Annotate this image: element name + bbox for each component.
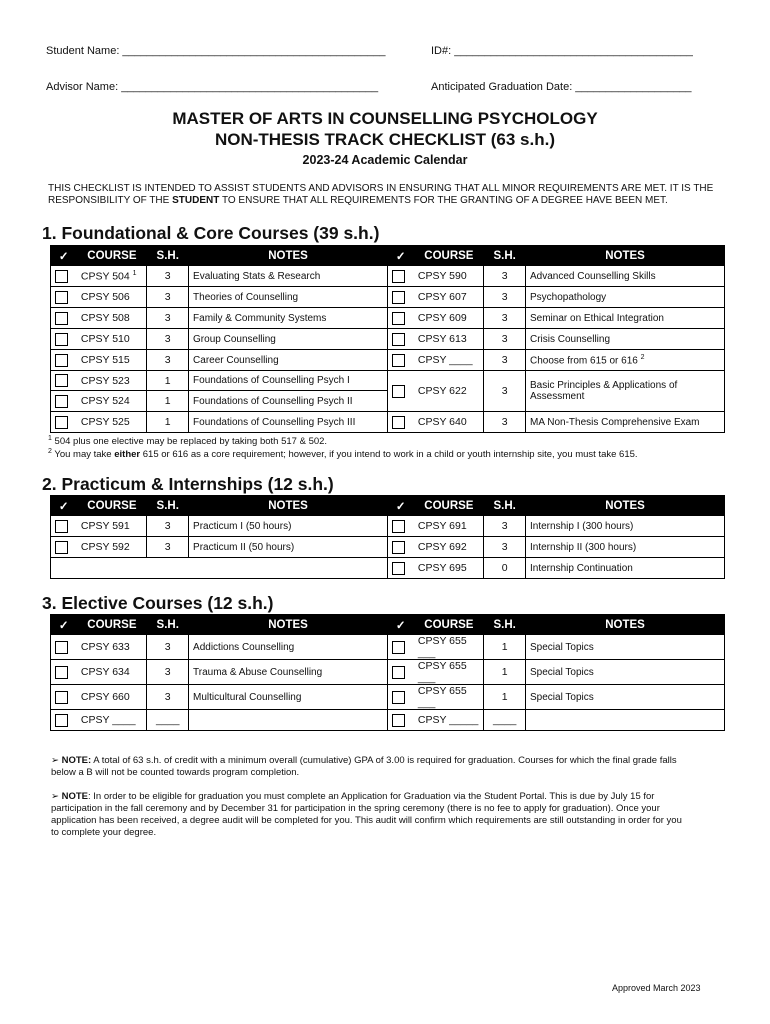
credit-hours: 3	[147, 308, 189, 329]
checkbox-cell	[387, 710, 413, 731]
course-code	[414, 537, 484, 558]
course-checkbox[interactable]	[392, 541, 405, 554]
course-notes	[189, 287, 388, 308]
course-code-text: CPSY 510	[80, 333, 130, 345]
course-code	[414, 266, 484, 287]
course-checkbox[interactable]	[55, 416, 68, 429]
course-code-text: CPSY 591	[80, 520, 130, 532]
course-code-text: CPSY 640	[417, 416, 467, 428]
header-course: COURSE	[414, 246, 484, 266]
header-course: COURSE	[77, 615, 147, 635]
course-code-text: CPSY 622	[417, 385, 467, 397]
course-code-text: CPSY 660	[80, 691, 130, 703]
course-code-text: CPSY 524	[80, 395, 130, 407]
header-sh: S.H.	[484, 246, 526, 266]
footnote-1: $^1$ 504 plus one elective may be replaced by taking both 517 & 502.	[48, 435, 328, 448]
checkbox-cell	[51, 635, 77, 660]
course-notes	[526, 371, 725, 412]
course-code-text: CPSY 692	[417, 541, 467, 553]
course-code-text: CPSY 633	[80, 641, 130, 653]
core-courses-table	[50, 245, 725, 433]
course-code-text: CPSY 613	[417, 333, 467, 345]
course-notes	[189, 308, 388, 329]
checkbox-cell	[51, 266, 77, 287]
header-notes: NOTES	[189, 246, 388, 266]
course-checkbox[interactable]	[392, 312, 405, 325]
checkbox-cell	[51, 308, 77, 329]
credit-hours: 3	[147, 516, 189, 537]
course-code	[414, 635, 484, 660]
course-notes-text: Psychopathology	[530, 291, 607, 303]
table-row	[51, 537, 725, 558]
course-notes-text: Basic Principles & Applications of Assessment	[530, 380, 678, 402]
course-notes-text: Career Counselling	[193, 354, 279, 366]
checkbox-cell	[387, 308, 413, 329]
checkbox-cell	[51, 350, 77, 371]
course-notes	[189, 391, 388, 412]
course-notes-text: Group Counselling	[193, 333, 276, 345]
credit-hours: 3	[484, 537, 526, 558]
course-code	[414, 329, 484, 350]
course-notes	[189, 412, 388, 433]
course-checkbox[interactable]	[392, 714, 405, 727]
course-notes	[189, 516, 388, 537]
course-notes-text: Foundations of Counselling Psych III	[193, 416, 356, 428]
note-graduation-application: ➢ NOTE: In order to be eligible for graduation you must complete an Application for Graduation via the Student Portal. This is due by July 15 for participation in the fall ceremony and by December 31 for participation in the spring ceremony (there is no fee to apply for graduation). Once your application has been received, a degree audit will be completed for you. This audit will confirm which requirements are still outstanding in order for you to complete your degree.	[51, 791, 682, 838]
course-notes	[526, 412, 725, 433]
course-notes-text: Practicum I (50 hours)	[193, 520, 292, 532]
intro-bold-student: STUDENT	[172, 195, 220, 206]
checkbox-cell	[51, 685, 77, 710]
course-notes	[189, 329, 388, 350]
course-code-text: CPSY 525	[80, 416, 130, 428]
footnote-2: $^2$ You may take either 615 or 616 as a core requirement; however, if you intend to work in a child or youth internship site, you must take 615.	[48, 448, 638, 461]
course-notes	[526, 516, 725, 537]
course-code	[414, 371, 484, 412]
credit-hours: 0	[484, 558, 526, 579]
course-notes-text: Family & Community Systems	[193, 312, 327, 324]
course-checkbox[interactable]	[392, 354, 405, 367]
credit-hours: 3	[484, 329, 526, 350]
checkbox-cell	[51, 371, 77, 391]
course-notes	[526, 660, 725, 685]
course-notes-text: Internship Continuation	[530, 562, 633, 574]
course-checkbox[interactable]	[55, 541, 68, 554]
checkbox-cell	[387, 287, 413, 308]
credit-hours: ____	[484, 710, 526, 731]
checkbox-cell	[387, 635, 413, 660]
checkbox-cell	[387, 558, 413, 579]
course-checkbox[interactable]	[55, 270, 68, 283]
checkbox-cell	[387, 685, 413, 710]
course-notes-text: Special Topics	[530, 641, 594, 653]
course-code-text: CPSY _____	[417, 714, 479, 726]
course-code-text: CPSY 695	[417, 562, 467, 574]
checkbox-cell	[387, 412, 413, 433]
course-notes	[526, 635, 725, 660]
course-code	[77, 391, 147, 412]
header-notes: NOTES	[526, 496, 725, 516]
credit-hours: 3	[484, 287, 526, 308]
course-checkbox[interactable]	[55, 691, 68, 704]
checkbox-cell	[387, 329, 413, 350]
course-notes	[526, 266, 725, 287]
header-sh: S.H.	[147, 246, 189, 266]
approval-footer: Approved March 2023	[612, 983, 701, 993]
course-checkbox[interactable]	[392, 520, 405, 533]
table-row	[51, 371, 725, 391]
course-notes-text: Addictions Counselling	[193, 641, 295, 653]
course-notes-text: Seminar on Ethical Integration	[530, 312, 664, 324]
credit-hours: 1	[147, 391, 189, 412]
credit-hours: 1	[484, 660, 526, 685]
course-notes	[189, 635, 388, 660]
empty-cell	[51, 558, 388, 579]
credit-hours: 3	[147, 287, 189, 308]
credit-hours: 1	[484, 635, 526, 660]
course-code	[77, 516, 147, 537]
course-code-text: CPSY 508	[80, 312, 130, 324]
checkbox-cell	[51, 537, 77, 558]
course-notes	[526, 308, 725, 329]
header-course: COURSE	[77, 246, 147, 266]
intro-statement: THIS CHECKLIST IS INTENDED TO ASSIST STUDENTS AND ADVISORS IN ENSURING THAT ALL MINOR REQUIREMENTS ARE MET. IT IS THE RESPONSIBILITY OF THE STUDENT TO ENSURE THAT ALL REQUIREMENTS FOR THE GRANTING OF A DEGREE HAVE BEEN MET.	[48, 183, 714, 206]
course-notes	[189, 660, 388, 685]
table-header-row	[51, 496, 725, 516]
checkbox-cell	[51, 412, 77, 433]
course-checkbox[interactable]	[392, 270, 405, 283]
course-notes	[526, 287, 725, 308]
course-code-text: CPSY 592	[80, 541, 130, 553]
credit-hours: 3	[147, 350, 189, 371]
credit-hours: 3	[147, 537, 189, 558]
course-code	[77, 710, 147, 731]
table-row	[51, 266, 725, 287]
header-sh: S.H.	[147, 496, 189, 516]
course-code	[414, 308, 484, 329]
course-notes-text: Foundations of Counselling Psych I	[193, 375, 350, 386]
course-notes-text: MA Non-Thesis Comprehensive Exam	[530, 416, 700, 428]
course-checkbox[interactable]	[55, 312, 68, 325]
course-code	[414, 685, 484, 710]
id-field[interactable]: ID#: _______________________________________	[431, 45, 693, 57]
footnote-ref: 1	[132, 269, 137, 277]
credit-hours: 3	[147, 329, 189, 350]
course-notes	[189, 371, 388, 391]
practicum-table	[50, 495, 725, 579]
checkbox-cell	[387, 660, 413, 685]
course-code-text: CPSY 634	[80, 666, 130, 678]
table-row	[51, 635, 725, 660]
course-notes-text: Special Topics	[530, 666, 594, 678]
course-code	[414, 350, 484, 371]
course-checkbox[interactable]	[392, 385, 405, 398]
course-code	[414, 710, 484, 731]
course-code-text: CPSY 655 ___	[417, 685, 467, 709]
course-checkbox[interactable]	[392, 291, 405, 304]
course-notes-text: Choose from 615 or 616	[530, 355, 638, 367]
checkbox-cell	[51, 516, 77, 537]
credit-hours: 3	[147, 635, 189, 660]
course-code	[77, 308, 147, 329]
course-notes	[189, 266, 388, 287]
section-title-elective: 3. Elective Courses (12 s.h.)	[42, 593, 274, 613]
credit-hours: 1	[484, 685, 526, 710]
academic-calendar-label: 2023-24 Academic Calendar	[302, 153, 468, 167]
header-sh: S.H.	[147, 615, 189, 635]
course-checkbox[interactable]	[392, 333, 405, 346]
elective-table	[50, 614, 725, 731]
table-row	[51, 308, 725, 329]
course-notes	[189, 537, 388, 558]
checkbox-cell	[51, 391, 77, 412]
course-code	[414, 287, 484, 308]
checkbox-cell	[387, 516, 413, 537]
course-code-text: CPSY ____	[80, 714, 136, 726]
course-notes-text: Evaluating Stats & Research	[193, 270, 321, 282]
table-row	[51, 350, 725, 371]
course-notes-text: Foundations of Counselling Psych II	[193, 395, 353, 407]
course-checkbox[interactable]	[392, 641, 405, 654]
course-notes-text: Crisis Counselling	[530, 333, 611, 345]
course-notes-text: Special Topics	[530, 691, 594, 703]
header-course: COURSE	[77, 496, 147, 516]
course-checkbox[interactable]	[55, 291, 68, 304]
checkbox-cell	[51, 287, 77, 308]
header-notes: NOTES	[526, 615, 725, 635]
course-code-text: CPSY 506	[80, 291, 130, 303]
student-name-field[interactable]: Student Name: ___________________________________________	[46, 45, 386, 57]
course-notes-text: Multicultural Counselling	[193, 691, 302, 703]
course-checkbox[interactable]	[55, 520, 68, 533]
checkbox-cell	[51, 660, 77, 685]
credit-hours: ____	[147, 710, 189, 731]
table-header-row	[51, 246, 725, 266]
course-notes-text: Practicum II (50 hours)	[193, 541, 295, 553]
course-code	[77, 660, 147, 685]
course-code-text: CPSY 523	[80, 374, 130, 387]
header-check: ✓	[51, 615, 77, 635]
credit-hours: 3	[484, 516, 526, 537]
document-subtitle: NON-THESIS TRACK CHECKLIST (63 s.h.)	[214, 130, 556, 149]
course-checkbox[interactable]	[55, 714, 68, 727]
course-notes	[189, 710, 388, 731]
table-row	[51, 412, 725, 433]
course-code	[77, 287, 147, 308]
course-checkbox[interactable]	[55, 641, 68, 654]
header-check: ✓	[387, 615, 413, 635]
course-code	[414, 516, 484, 537]
credit-hours: 3	[484, 350, 526, 371]
table-row	[51, 329, 725, 350]
course-notes	[526, 710, 725, 731]
course-checkbox[interactable]	[55, 666, 68, 679]
credit-hours: 3	[147, 685, 189, 710]
table-row	[51, 685, 725, 710]
course-notes	[526, 350, 725, 371]
course-code	[414, 660, 484, 685]
header-check: ✓	[51, 246, 77, 266]
course-checkbox[interactable]	[392, 562, 405, 575]
header-notes: NOTES	[189, 615, 388, 635]
course-notes	[526, 558, 725, 579]
course-code	[77, 371, 147, 391]
course-code-text: CPSY 504	[80, 270, 130, 283]
table-row	[51, 558, 725, 579]
advisor-name-field[interactable]: Advisor Name: __________________________________________	[46, 81, 379, 93]
course-code	[77, 412, 147, 433]
course-checkbox[interactable]	[392, 416, 405, 429]
checkbox-cell	[51, 710, 77, 731]
section-title-practicum: 2. Practicum & Internships (12 s.h.)	[42, 474, 334, 494]
header-notes: NOTES	[526, 246, 725, 266]
section-title-core: 1. Foundational & Core Courses (39 s.h.)	[42, 223, 380, 243]
credit-hours: 3	[147, 266, 189, 287]
credit-hours: 1	[147, 371, 189, 391]
course-checkbox[interactable]	[55, 333, 68, 346]
note-gpa: ➢ NOTE: A total of 63 s.h. of credit with a minimum overall (cumulative) GPA of 3.00 is required for graduation. Courses for which the final grade falls below a B will not be counted towards program completion.	[51, 755, 677, 778]
course-code-text: CPSY 691	[417, 520, 467, 532]
course-code-text: CPSY 655 ___	[417, 660, 467, 684]
table-row	[51, 516, 725, 537]
header-notes: NOTES	[189, 496, 388, 516]
header-check: ✓	[387, 246, 413, 266]
course-code-text: CPSY ____	[417, 354, 473, 366]
course-code	[77, 537, 147, 558]
course-code-text: CPSY 609	[417, 312, 467, 324]
credit-hours: 3	[484, 371, 526, 412]
graduation-date-field[interactable]: Anticipated Graduation Date: ___________________	[431, 81, 692, 93]
course-code	[77, 635, 147, 660]
course-notes	[189, 685, 388, 710]
table-header-row	[51, 615, 725, 635]
header-course: COURSE	[414, 496, 484, 516]
course-code	[77, 266, 147, 287]
course-code	[414, 558, 484, 579]
document-title: MASTER OF ARTS IN COUNSELLING PSYCHOLOGY	[172, 109, 598, 128]
table-row	[51, 287, 725, 308]
course-code-text: CPSY 590	[417, 270, 467, 282]
course-code	[77, 329, 147, 350]
table-row	[51, 710, 725, 731]
course-checkbox[interactable]	[55, 354, 68, 367]
course-code	[414, 412, 484, 433]
header-check: ✓	[387, 496, 413, 516]
course-checkbox[interactable]	[392, 691, 405, 704]
course-code	[77, 685, 147, 710]
credit-hours: 3	[484, 308, 526, 329]
checkbox-cell	[387, 350, 413, 371]
course-code-text: CPSY 515	[80, 354, 130, 366]
checkbox-cell	[51, 329, 77, 350]
credit-hours: 3	[147, 660, 189, 685]
credit-hours: 3	[484, 266, 526, 287]
course-notes	[526, 537, 725, 558]
course-code	[77, 350, 147, 371]
course-notes-text: Advanced Counselling Skills	[530, 270, 656, 282]
header-check: ✓	[51, 496, 77, 516]
header-sh: S.H.	[484, 496, 526, 516]
table-row	[51, 660, 725, 685]
course-code-text: CPSY 607	[417, 291, 467, 303]
course-notes-text: Trauma & Abuse Counselling	[193, 666, 323, 678]
course-notes-text: Theories of Counselling	[193, 291, 299, 303]
course-notes	[189, 350, 388, 371]
course-notes-text: Internship I (300 hours)	[530, 520, 634, 532]
header-sh: S.H.	[484, 615, 526, 635]
course-checkbox[interactable]	[392, 666, 405, 679]
course-checkbox[interactable]	[55, 395, 68, 408]
checkbox-cell	[387, 537, 413, 558]
credit-hours: 3	[484, 412, 526, 433]
course-notes	[526, 685, 725, 710]
footnote-ref: 2	[640, 353, 645, 361]
course-code-text: CPSY 655 ___	[417, 635, 467, 659]
credit-hours: 1	[147, 412, 189, 433]
checkbox-cell	[387, 266, 413, 287]
header-course: COURSE	[414, 615, 484, 635]
course-checkbox[interactable]	[55, 374, 68, 387]
checkbox-cell	[387, 371, 413, 412]
course-notes-text: Internship II (300 hours)	[530, 541, 637, 553]
course-notes	[526, 329, 725, 350]
